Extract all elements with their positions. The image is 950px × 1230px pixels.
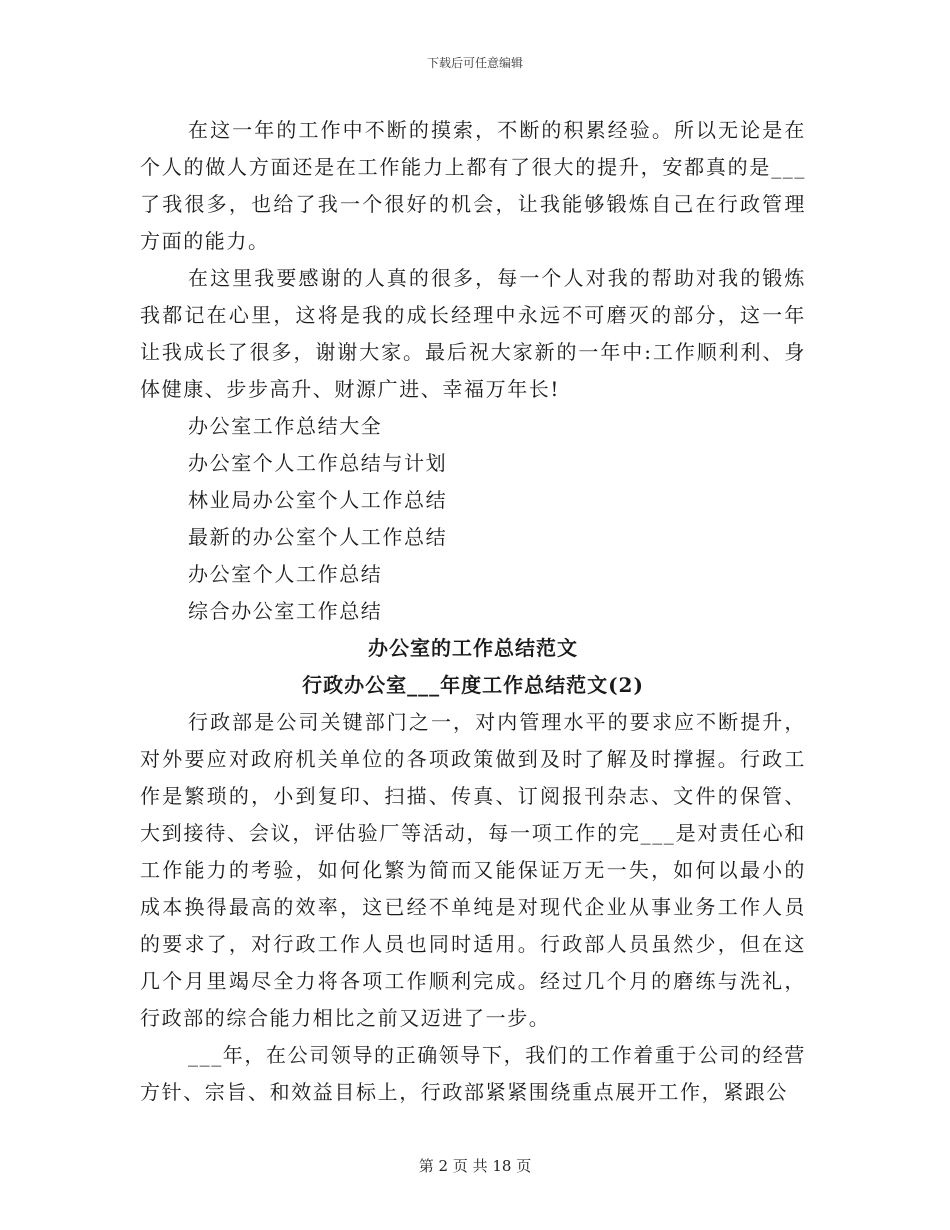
header-note: 下载后可任意编辑 [426, 56, 523, 70]
paragraph: 行政部是公司关键部门之一，对内管理水平的要求应不断提升，对外要应对政府机关单位的各项政策做到及时了解及时撑握。行政工作是繁琐的，小到复印、扫描、传真、订阅报刊杂志、文件的保管、大到接待、会议，评估验厂等活动，每一项工作的完___是对责任心和工作能力的考验，如何化繁为简而又能保证万无一失，如何以最小的成本换得最高的效率，这已经不单纯是对现代企业从事业务工作人员的要求了，对行政工作人员也同时适用。行政部人员虽然少，但在这几个月里竭尽全力将各项工作顺利完成。经过几个月的磨练与洗礼，行政部的综合能力相比之前又迈进了一步。 [140, 710, 806, 1030]
page-number: 第 2 页 共 18 页 [418, 1157, 532, 1175]
related-article-item: 办公室个人工作总结与计划 [188, 451, 448, 475]
document-body [140, 112, 806, 1111]
paragraph: ___年，在公司领导的正确领导下，我们的工作着重于公司的经营方针、宗旨、和效益目标上，行政部紧紧围绕重点展开工作，紧跟公 [140, 1043, 806, 1104]
related-article-item: 办公室工作总结大全 [188, 414, 383, 438]
sub-heading: 行政办公室___年度工作总结范文(2) [302, 673, 644, 697]
related-article-item: 综合办公室工作总结 [188, 599, 383, 623]
paragraph: 在这一年的工作中不断的摸索，不断的积累经验。所以无论是在个人的做人方面还是在工作能力上都有了很大的提升，安都真的是___了我很多，也给了我一个很好的机会，让我能够锻炼自己在行政管理方面的能力。 [140, 118, 806, 253]
related-article-item: 最新的办公室个人工作总结 [188, 525, 448, 549]
related-article-item: 办公室个人工作总结 [188, 562, 383, 586]
related-article-item: 林业局办公室个人工作总结 [188, 488, 448, 512]
paragraph: 在这里我要感谢的人真的很多，每一个人对我的帮助对我的锻炼我都记在心里，这将是我的成长经理中永远不可磨灭的部分，这一年让我成长了很多，谢谢大家。最后祝大家新的一年中:工作顺利利、身体健康、步步高升、财源广进、幸福万年长! [140, 266, 806, 401]
main-heading: 办公室的工作总结范文 [368, 636, 578, 660]
